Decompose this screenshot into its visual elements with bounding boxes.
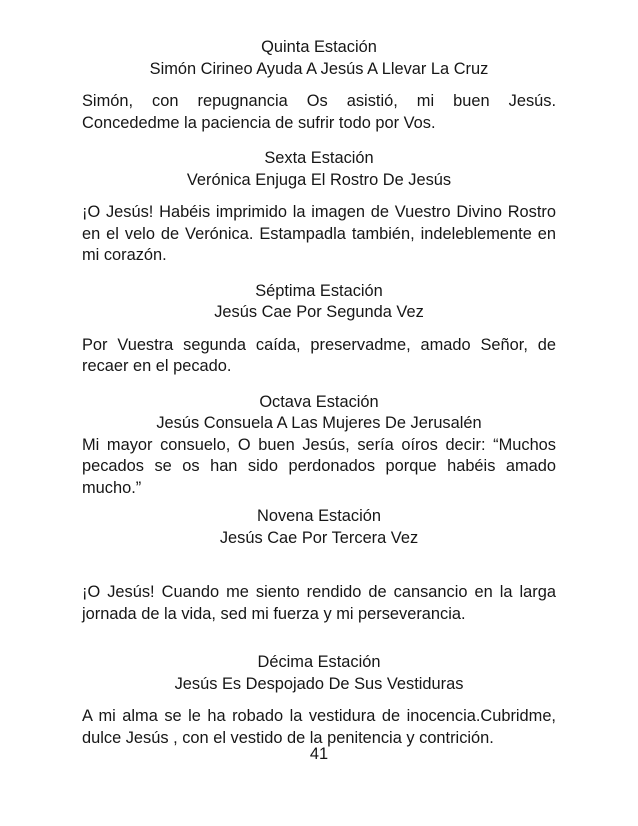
station-prayer: A mi alma se le ha robado la vestidura de inocencia.Cubridme, dulce Jesús , con el vestido de la penitencia y contrición. xyxy=(82,707,556,747)
station-6 xyxy=(82,148,556,267)
page-number: 41 xyxy=(309,745,329,763)
station-prayer: ¡O Jesús! Habéis imprimido la imagen de Vuestro Divino Rostro en el velo de Verónica. Estampadla también, indeleblemente en mi corazón. xyxy=(82,203,556,264)
station-title: Octava Estación xyxy=(259,392,379,411)
station-title: Novena Estación xyxy=(257,507,381,525)
station-subtitle: Simón Cirineo Ayuda A Jesús A Llevar La Cruz xyxy=(149,59,489,78)
station-title: Séptima Estación xyxy=(255,281,383,300)
station-subtitle: Jesús Cae Por Tercera Vez xyxy=(219,528,419,547)
station-10 xyxy=(82,652,556,749)
station-8 xyxy=(82,392,556,500)
station-title: Sexta Estación xyxy=(264,149,374,167)
station-5 xyxy=(82,37,556,134)
station-9 xyxy=(82,506,556,625)
station-7 xyxy=(82,281,556,378)
station-subtitle: Jesús Es Despojado De Sus Vestiduras xyxy=(174,674,464,693)
station-subtitle: Jesús Cae Por Segunda Vez xyxy=(214,303,424,321)
stations-of-the-cross-text xyxy=(82,37,556,749)
station-prayer: Por Vuestra segunda caída, preservadme, amado Señor, de recaer en el pecado. xyxy=(82,335,556,375)
station-prayer: ¡O Jesús! Cuando me siento rendido de cansancio en la larga jornada de la vida, sed mi fuerza y mi perseverancia. xyxy=(82,583,556,623)
station-title: Quinta Estación xyxy=(261,38,377,56)
station-prayer: Simón, con repugnancia Os asistió, mi buen Jesús. Concededme la paciencia de sufrir todo por Vos. xyxy=(82,92,556,132)
station-subtitle: Verónica Enjuga El Rostro De Jesús xyxy=(186,170,452,189)
station-subtitle: Jesús Consuela A Las Mujeres De Jerusalén xyxy=(156,414,482,432)
station-prayer: Mi mayor consuelo, O buen Jesús, sería oíros decir: “Muchos pecados se os han sido perdonados porque habéis amado mucho.” xyxy=(82,435,556,497)
station-title: Décima Estación xyxy=(257,653,381,671)
